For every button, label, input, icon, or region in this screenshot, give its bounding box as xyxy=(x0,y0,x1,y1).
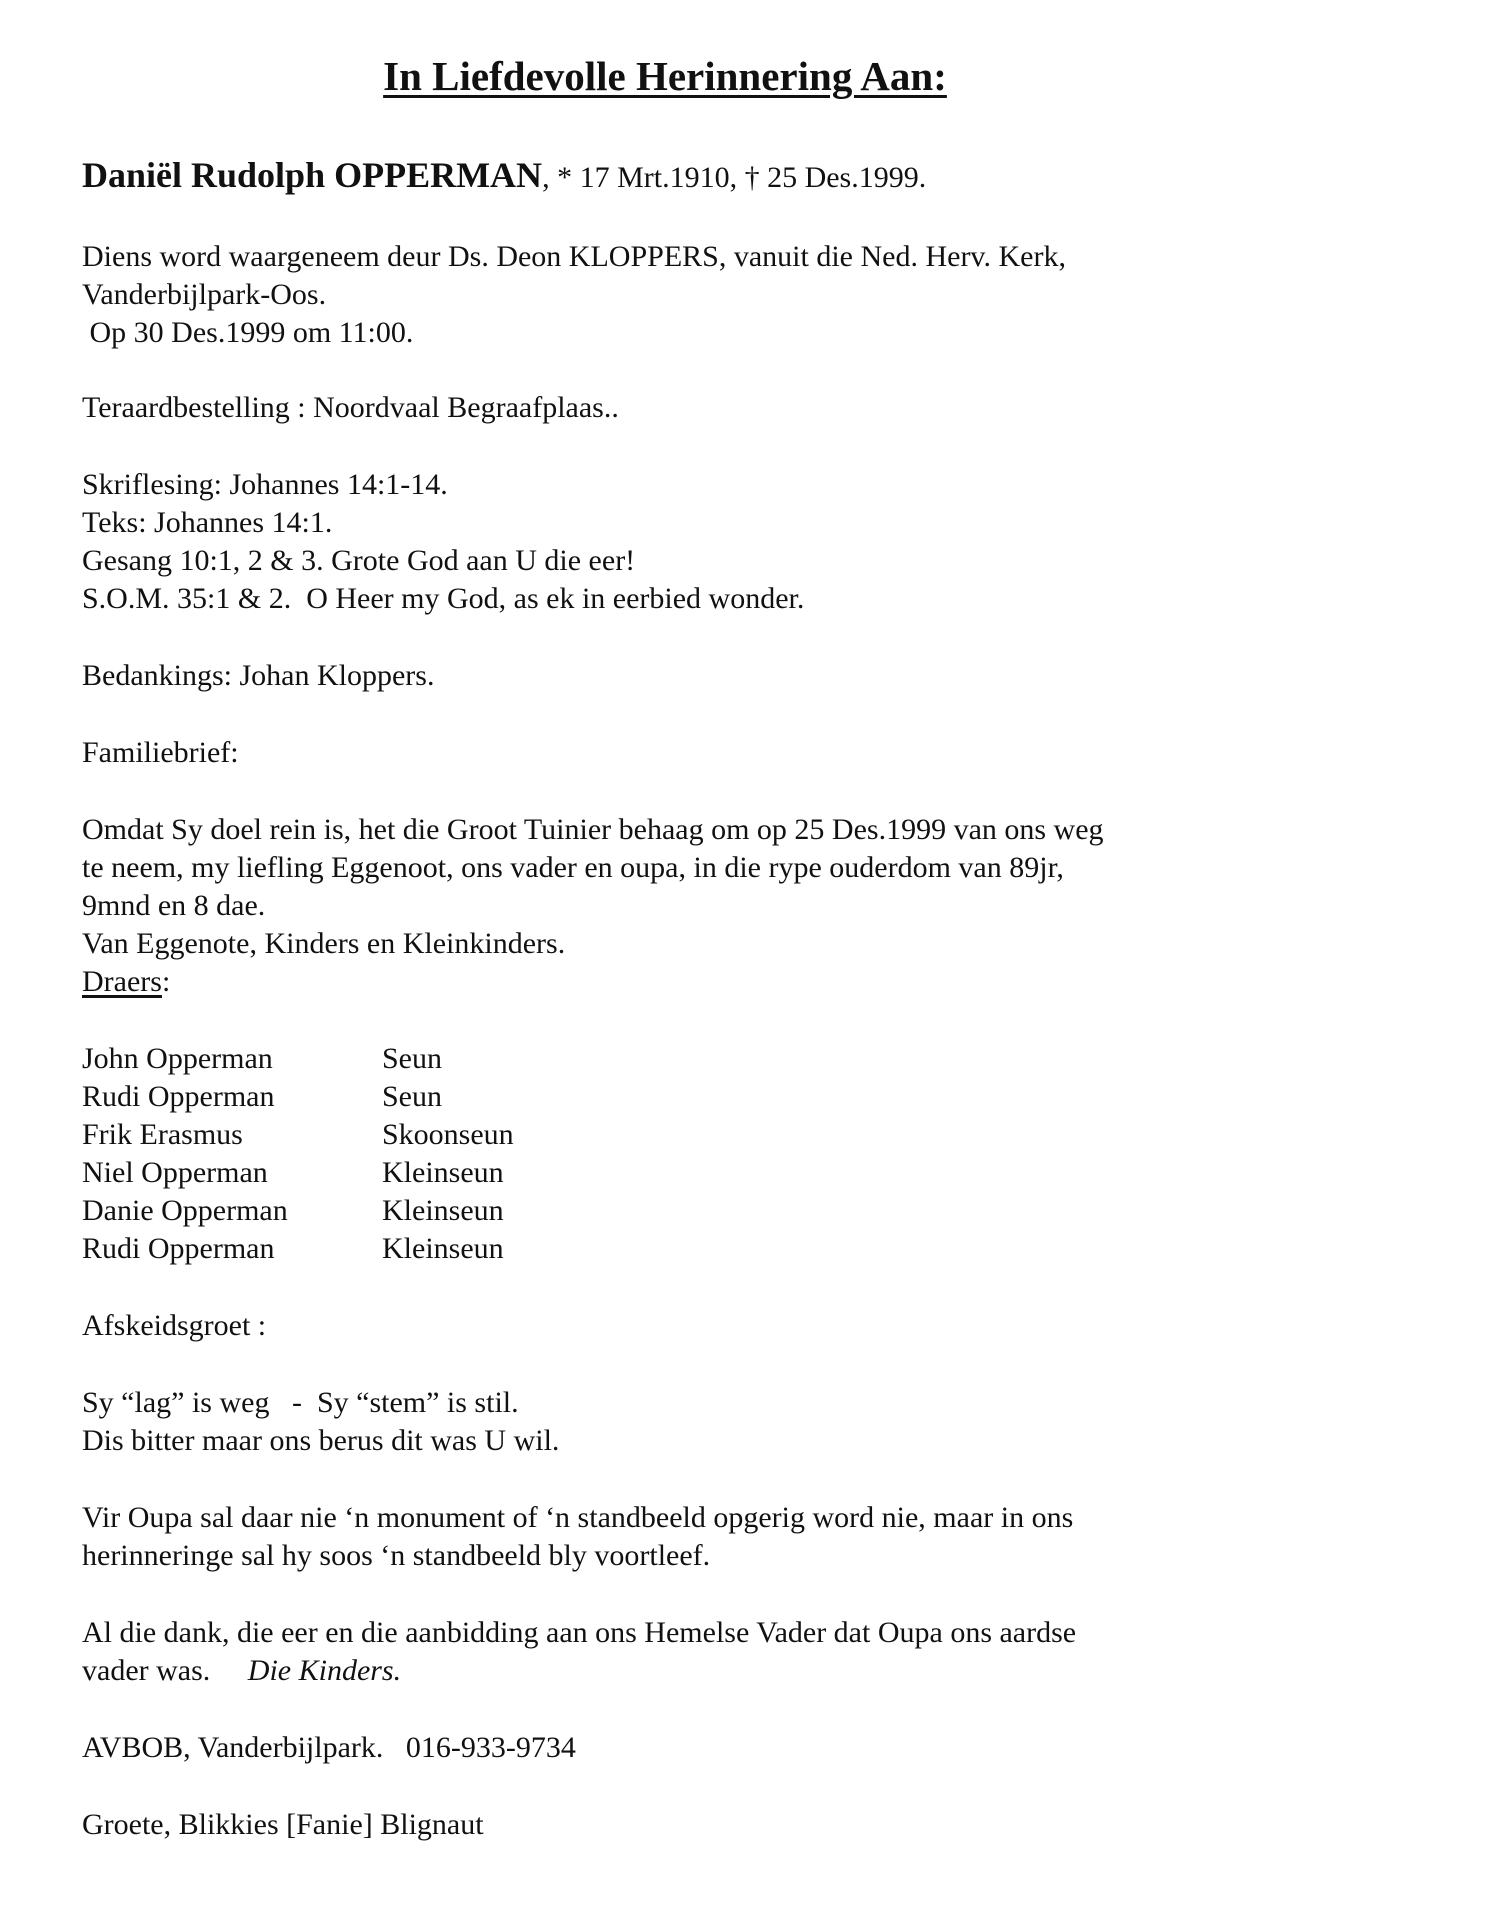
bearer-relation: Seun xyxy=(382,1080,442,1113)
deceased-dates: , * 17 Mrt.1910, † 25 Des.1999. xyxy=(542,161,927,194)
hymn-line: Gesang 10:1, 2 & 3. Grote God aan U die eer! xyxy=(82,544,636,577)
bearer-relation: Seun xyxy=(382,1042,442,1075)
family-letter-line-3: 9mnd en 8 dae. xyxy=(82,889,266,922)
farewell-line-1: Sy “lag” is weg - Sy “stem” is stil. xyxy=(82,1386,519,1419)
family-letter-line-1: Omdat Sy doel rein is, het die Groot Tuinier behaag om op 25 Des.1999 van ons weg xyxy=(82,813,1104,846)
gratitude-line-2 xyxy=(82,1652,401,1690)
sermon-text: Teks: Johannes 14:1. xyxy=(82,506,333,539)
family-letter-line-2: te neem, my liefling Eggenoot, ons vader en oupa, in die rype ouderdom van 89jr, xyxy=(82,851,1064,884)
bearers-heading xyxy=(82,963,170,1001)
bearer-name: John Opperman xyxy=(82,1042,273,1075)
signature-children: Die Kinders. xyxy=(247,1654,402,1687)
service-line-1: Diens word waargeneem deur Ds. Deon KLOPPERS, vanuit die Ned. Herv. Kerk, xyxy=(82,240,1066,273)
bearer-name: Frik Erasmus xyxy=(82,1118,243,1151)
som-line: S.O.M. 35:1 & 2. O Heer my God, as ek in eerbied wonder. xyxy=(82,582,805,615)
bearers-colon: : xyxy=(161,965,171,998)
gratitude-text: vader was. xyxy=(82,1654,248,1687)
farewell-label: Afskeidsgroet : xyxy=(82,1309,267,1342)
bearer-name: Danie Opperman xyxy=(82,1194,288,1227)
monument-line-2: herinneringe sal hy soos ‘n standbeeld bly voortleef. xyxy=(82,1539,711,1572)
bearer-relation: Kleinseun xyxy=(382,1232,504,1265)
scripture-reading: Skriflesing: Johannes 14:1-14. xyxy=(82,468,448,501)
bearer-name: Niel Opperman xyxy=(82,1156,268,1189)
service-line-3: Op 30 Des.1999 om 11:00. xyxy=(82,316,414,349)
undertaker-line: AVBOB, Vanderbijlpark. 016-933-9734 xyxy=(82,1731,576,1764)
bearer-relation: Kleinseun xyxy=(382,1194,504,1227)
service-line-2: Vanderbijlpark-Oos. xyxy=(82,278,327,311)
bearers-label: Draers xyxy=(82,965,162,998)
burial-line: Teraardbestelling : Noordvaal Begraafplaas.. xyxy=(82,391,619,424)
greeting-line: Groete, Blikkies [Fanie] Blignaut xyxy=(82,1808,484,1841)
farewell-line-2: Dis bitter maar ons berus dit was U wil. xyxy=(82,1424,560,1457)
bearer-name: Rudi Opperman xyxy=(82,1232,275,1265)
family-letter-line-4: Van Eggenote, Kinders en Kleinkinders. xyxy=(82,927,566,960)
thanks-line: Bedankings: Johan Kloppers. xyxy=(82,659,435,692)
monument-line-1: Vir Oupa sal daar nie ‘n monument of ‘n standbeeld opgerig word nie, maar in ons xyxy=(82,1501,1074,1534)
bearer-relation: Skoonseun xyxy=(382,1118,514,1151)
deceased-name: Daniël Rudolph OPPERMAN xyxy=(82,155,543,195)
document-title: In Liefdevolle Herinnering Aan: xyxy=(383,53,947,99)
bearer-name: Rudi Opperman xyxy=(82,1080,275,1113)
family-letter-label: Familiebrief: xyxy=(82,736,239,769)
bearer-relation: Kleinseun xyxy=(382,1156,504,1189)
deceased-line xyxy=(82,156,926,197)
gratitude-line-1: Al die dank, die eer en die aanbidding aan ons Hemelse Vader dat Oupa ons aardse xyxy=(82,1616,1077,1649)
